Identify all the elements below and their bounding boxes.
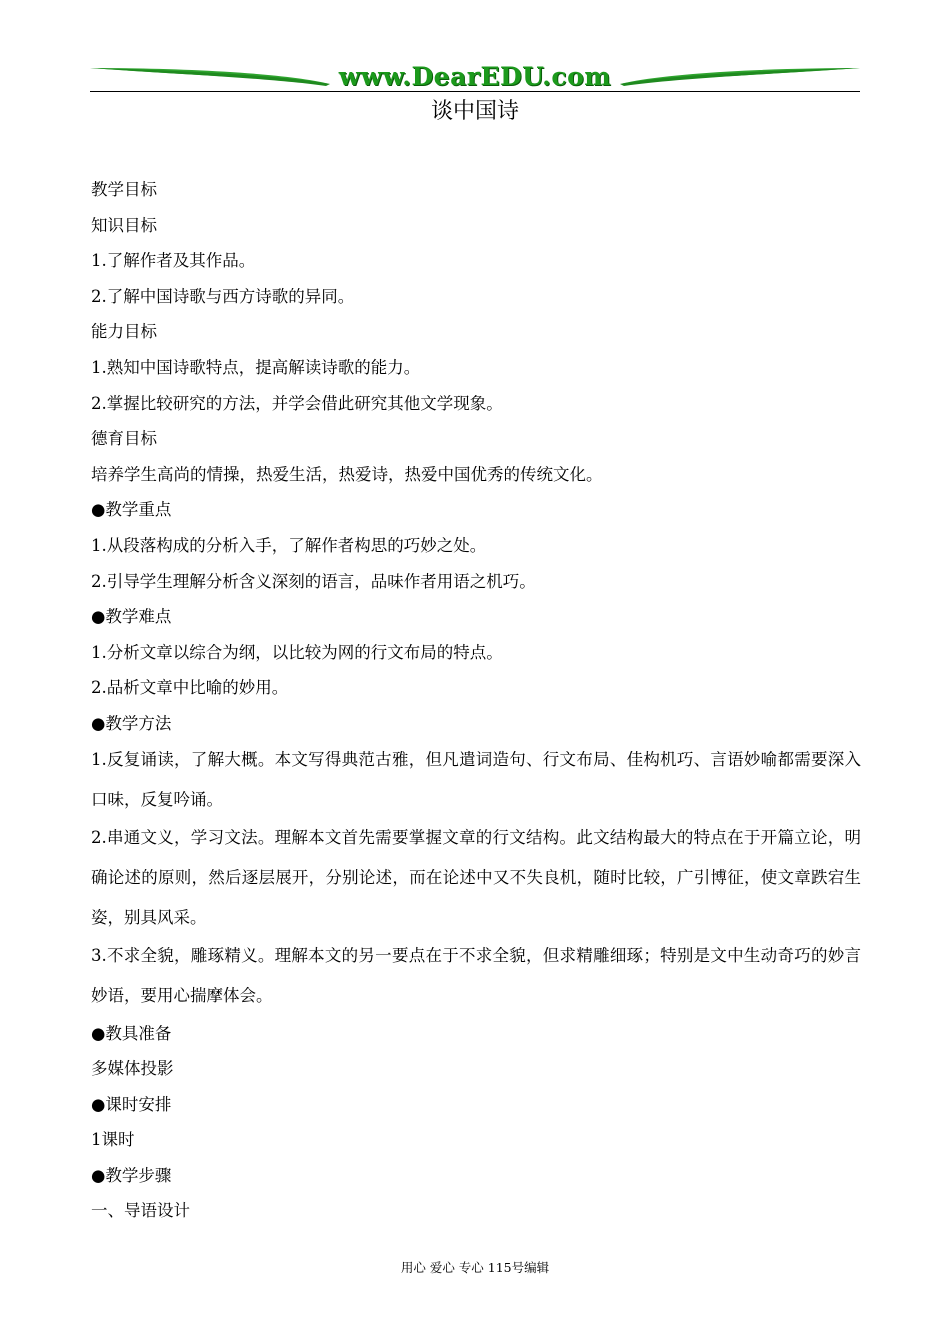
document-title: 谈中国诗 <box>430 99 519 124</box>
section-heading: ●教具准备 <box>91 1023 172 1043</box>
document-body <box>91 172 861 1229</box>
section-heading: 教学目标 <box>91 180 157 199</box>
subsection-heading: 知识目标 <box>91 215 157 235</box>
text-line: 一、导语设计 <box>91 1201 190 1221</box>
section-heading: ●教学重点 <box>91 500 172 520</box>
method-paragraph: 2.串通文义，学习文法。理解本文首先需要掌握文章的行文结构。此文结构最大的特点在于开篇立论，明确论述的原则，然后逐层展开，分别论述，而在论述中又不失良机，随时比较，广引博征，使文章跌宕生姿，别具风采。 <box>91 827 861 927</box>
list-item: 1.分析文章以综合为纲，以比较为网的行文布局的特点。 <box>91 642 503 662</box>
site-logo: www.DearEDU.com <box>338 62 612 91</box>
subsection-heading: 能力目标 <box>91 322 157 342</box>
page-footer: 用心 爱心 专心 115号编辑 <box>400 1260 550 1275</box>
text-line: 培养学生高尚的情操，热爱生活，热爱诗，热爱中国优秀的传统文化。 <box>91 464 603 484</box>
section-heading: ●课时安排 <box>91 1094 172 1114</box>
list-item: 2.引导学生理解分析含义深刻的语言，品味作者用语之机巧。 <box>91 571 536 591</box>
header-divider <box>90 91 860 92</box>
list-item: 2.掌握比较研究的方法，并学会借此研究其他文学现象。 <box>91 393 503 413</box>
section-heading: ●教学方法 <box>91 713 172 733</box>
text-line: 1课时 <box>91 1130 135 1150</box>
text-line: 多媒体投影 <box>91 1059 174 1079</box>
list-item: 1.了解作者及其作品。 <box>91 251 256 271</box>
list-item: 2.品析文章中比喻的妙用。 <box>91 678 289 698</box>
section-heading: ●教学难点 <box>91 607 172 627</box>
list-item: 1.熟知中国诗歌特点，提高解读诗歌的能力。 <box>91 357 421 377</box>
method-paragraph: 1.反复诵读，了解大概。本文写得典范古雅，但凡遣词造句、行文布局、佳构机巧、言语妙喻都需要深入口味，反复吟诵。 <box>91 749 861 809</box>
list-item: 2.了解中国诗歌与西方诗歌的异同。 <box>91 286 355 306</box>
section-heading: ●教学步骤 <box>91 1165 172 1185</box>
method-paragraph: 3.不求全貌，雕琢精义。理解本文的另一要点在于不求全貌，但求精雕细琢；特别是文中生动奇巧的妙言妙语，要用心揣摩体会。 <box>91 945 861 1005</box>
subsection-heading: 德育目标 <box>91 429 157 449</box>
list-item: 1.从段落构成的分析入手，了解作者构思的巧妙之处。 <box>91 535 487 555</box>
